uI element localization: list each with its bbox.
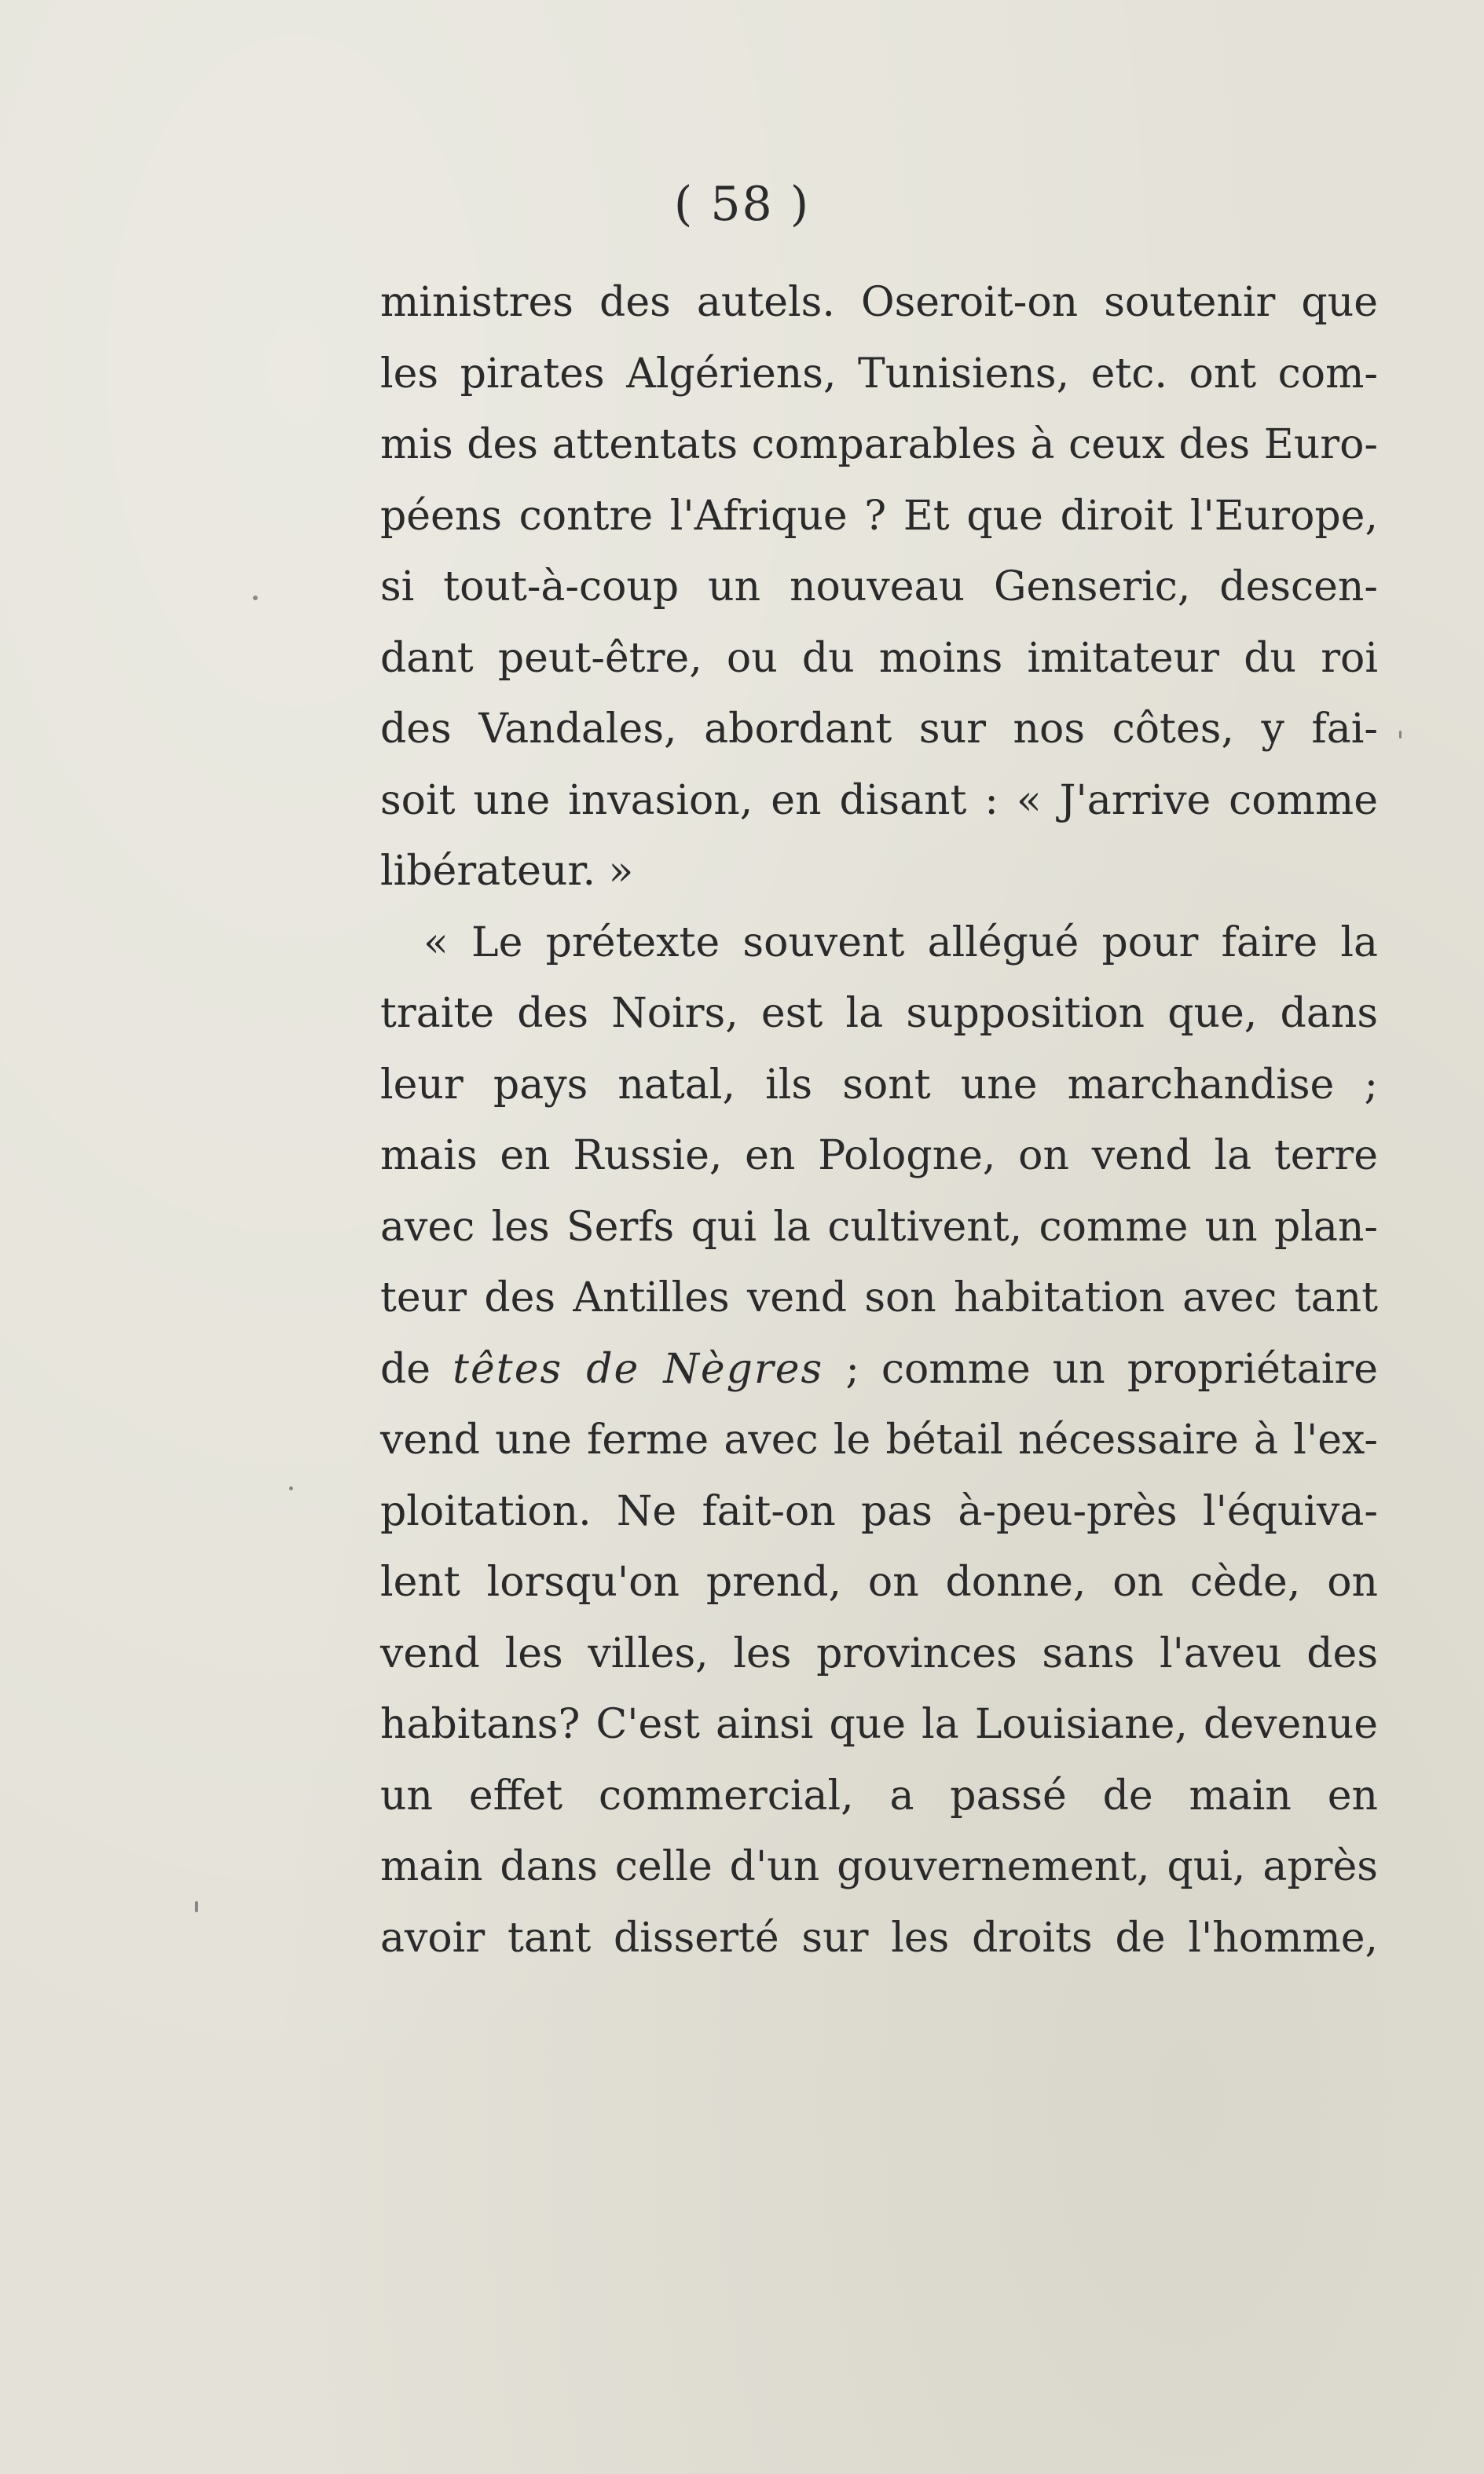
- text-line-21: habitans? C'est ainsi que la Louisiane, devenue: [380, 1701, 1378, 1748]
- text-line-17: vend une ferme avec le bétail nécessaire à l'ex-: [380, 1417, 1378, 1464]
- text-line-24: avoir tant disserté sur les droits de l'homme,: [380, 1914, 1378, 1962]
- text-line-9: libérateur. »: [380, 848, 634, 895]
- text-line-16: [380, 1334, 1378, 1406]
- text-line-3: mis des attentats comparables à ceux des Euro-: [380, 421, 1378, 468]
- text-line-7: des Vandales, abordant sur nos côtes, y fai-: [380, 706, 1378, 753]
- text-line-19: lent lorsqu'on prend, on donne, on cède, on: [380, 1559, 1378, 1606]
- text-line-13: mais en Russie, en Pologne, on vend la terre: [380, 1132, 1378, 1179]
- text-line-16-end: ; comme un propriétaire: [823, 1345, 1378, 1393]
- text-line-15: teur des Antilles vend son habitation avec tant: [380, 1274, 1378, 1321]
- text-line-16-start: de: [380, 1345, 453, 1393]
- text-line-12: leur pays natal, ils sont une marchandise ;: [380, 1061, 1378, 1109]
- text-line-6: dant peut-être, ou du moins imitateur du roi: [380, 634, 1378, 682]
- text-line-8: soit une invasion, en disant : « J'arrive comme: [380, 776, 1378, 824]
- text-line-14: avec les Serfs qui la cultivent, comme un plan-: [380, 1203, 1378, 1251]
- text-line-10: « Le prétexte souvent allégué pour faire la: [423, 918, 1378, 966]
- text-line-4: péens contre l'Afrique ? Et que diroit l'Europe,: [380, 492, 1378, 540]
- text-line-5: si tout-à-coup un nouveau Genseric, descen-: [380, 563, 1378, 610]
- paper-speck: [289, 1486, 293, 1490]
- text-line-1: ministres des autels. Oseroit-on soutenir que: [380, 279, 1378, 326]
- text-line-23: main dans celle d'un gouvernement, qui, après: [380, 1843, 1378, 1890]
- text-line-22: un effet commercial, a passé de main en: [380, 1772, 1378, 1820]
- text-line-11: traite des Noirs, est la supposition que, dans: [380, 990, 1378, 1037]
- paper-speck: [195, 1901, 198, 1912]
- text-line-18: ploitation. Ne fait-on pas à-peu-près l'équiva-: [380, 1487, 1378, 1535]
- text-line-20: vend les villes, les provinces sans l'aveu des: [380, 1629, 1378, 1677]
- body-text: [380, 267, 1378, 1974]
- italic-phrase: têtes de Nègres: [453, 1345, 824, 1393]
- paper-speck: [253, 596, 258, 600]
- paper-speck: [1399, 731, 1402, 739]
- page-number: ( 58 ): [673, 177, 811, 232]
- text-line-2: les pirates Algériens, Tunisiens, etc. ont com-: [380, 350, 1378, 398]
